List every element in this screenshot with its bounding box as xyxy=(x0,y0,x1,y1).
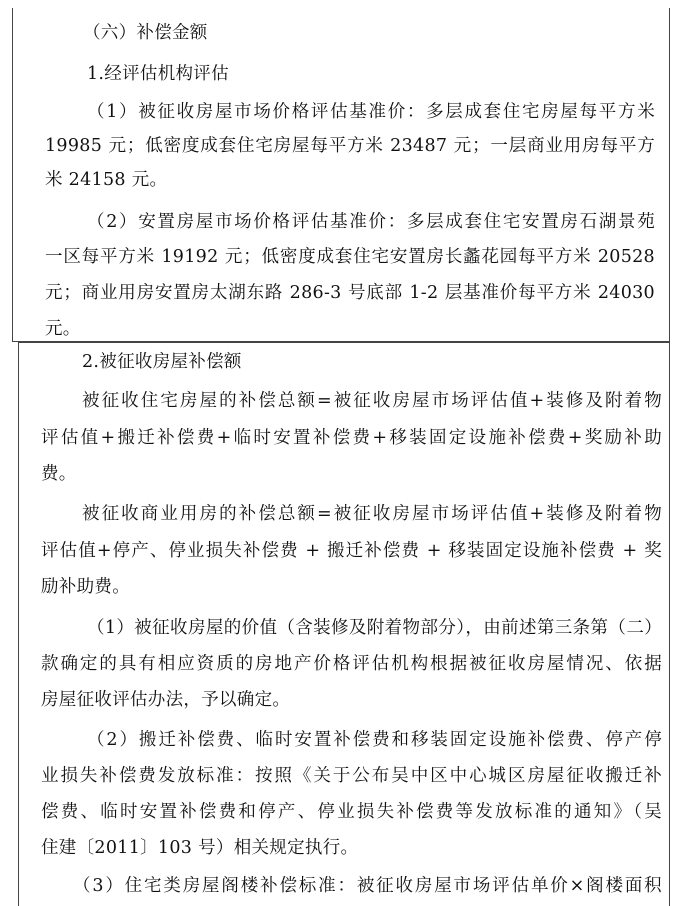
resettlement-price-paragraph-line: （2）安置房屋市场价格评估基准价：多层成套住宅安置房石湖景苑 xyxy=(87,212,655,232)
property-value-line: 房屋征收评估办法，予以确定。 xyxy=(41,690,291,710)
property-value-line: （1）被征收房屋的价值（含装修及附着物部分），由前述第三条第（二） xyxy=(87,618,662,638)
resettlement-price-paragraph-line: 一区每平方米 19192 元；低密度成套住宅安置房长蠡花园每平方米 20528 xyxy=(45,247,655,267)
commercial-compensation-line: 评估值+停产、停业损失补偿费 + 搬迁补偿费 + 移装固定设施补偿费 + 奖 xyxy=(41,541,662,561)
attic-compensation-line: （3）住宅类房屋阁楼补偿标准：被征收房屋市场评估单价×阁楼面积 xyxy=(73,876,662,896)
residential-compensation-line: 评估值+搬迁补偿费+临时安置补偿费+移装固定设施补偿费+奖励补助 xyxy=(41,428,662,448)
resettlement-price-paragraph-line: 元；商业用房安置房太湖东路 286-3 号底部 1-2 层基准价每平方米 24030 xyxy=(45,283,655,303)
commercial-compensation-line: 励补助费。 xyxy=(41,577,130,597)
commercial-compensation-line: 被征收商业用房的补偿总额=被征收房屋市场评估值+装修及附着物 xyxy=(82,504,662,524)
valuation-sub-heading: 1.经评估机构评估 xyxy=(87,64,229,84)
section-heading: （六）补偿金额 xyxy=(83,23,208,43)
relocation-fee-standard-line: 偿费、临时安置补偿费和停产、停业损失补偿费等发放标准的通知》（吴 xyxy=(41,802,662,822)
property-value-line: 款确定的具有相应资质的房地产价格评估机构根据被征收房屋情况、依据 xyxy=(41,654,662,674)
relocation-fee-standard-line: 业损失补偿费发放标准：按照《关于公布吴中区中心城区房屋征收搬迁补 xyxy=(41,766,662,786)
resettlement-price-paragraph-line: 元。 xyxy=(45,319,81,339)
market-price-paragraph-line: （1）被征收房屋市场价格评估基准价：多层成套住宅房屋每平方米 xyxy=(87,102,655,122)
residential-compensation-line: 费。 xyxy=(41,464,77,484)
compensation-total-heading: 2.被征收房屋补偿额 xyxy=(82,352,242,372)
relocation-fee-standard-line: （2）搬迁补偿费、临时安置补偿费和移装固定设施补偿费、停产停 xyxy=(87,730,662,750)
market-price-paragraph-line: 19985 元；低密度成套住宅房屋每平方米 23487 元；一层商业用房每平方 xyxy=(45,136,655,156)
relocation-fee-standard-line: 住建〔2011〕103 号）相关规定执行。 xyxy=(41,838,359,858)
residential-compensation-line: 被征收住宅房屋的补偿总额=被征收房屋市场评估值+装修及附着物 xyxy=(82,391,662,411)
compensation-total-section-box xyxy=(18,342,670,906)
compensation-amount-section-box xyxy=(12,8,670,342)
market-price-paragraph-line: 米 24158 元。 xyxy=(45,170,168,190)
